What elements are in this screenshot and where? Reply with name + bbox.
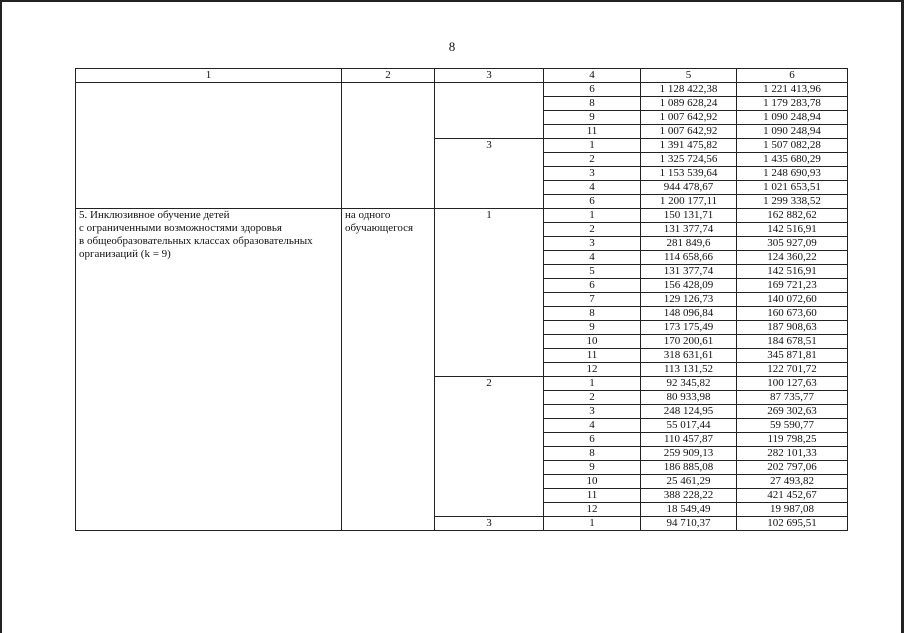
unit-cell-continued	[342, 83, 435, 209]
value-col6-cell: 202 797,06	[737, 461, 848, 475]
value-col6-cell: 1 248 690,93	[737, 167, 848, 181]
header-row	[76, 69, 848, 83]
subgroup-cell: 11	[544, 125, 641, 139]
value-col6-cell: 187 908,63	[737, 321, 848, 335]
value-col5-cell: 248 124,95	[641, 405, 737, 419]
value-col6-cell: 124 360,22	[737, 251, 848, 265]
value-col6-cell: 1 179 283,78	[737, 97, 848, 111]
value-col5-cell: 259 909,13	[641, 447, 737, 461]
value-col6-cell: 27 493,82	[737, 475, 848, 489]
value-col6-cell: 421 452,67	[737, 489, 848, 503]
subgroup-cell: 9	[544, 461, 641, 475]
value-col5-cell: 1 325 724,56	[641, 153, 737, 167]
value-col6-cell: 1 435 680,29	[737, 153, 848, 167]
unit-cell	[342, 209, 435, 531]
value-col5-cell: 173 175,49	[641, 321, 737, 335]
value-col5-cell: 113 131,52	[641, 363, 737, 377]
page-border-left	[0, 0, 2, 633]
value-col5-cell: 131 377,74	[641, 223, 737, 237]
group-number-cell: 2	[435, 377, 544, 517]
subgroup-cell: 9	[544, 321, 641, 335]
page-number: 8	[448, 39, 456, 54]
column-number-3: 3	[435, 69, 544, 83]
subgroup-cell: 8	[544, 97, 641, 111]
value-col5-cell: 944 478,67	[641, 181, 737, 195]
subgroup-cell: 4	[544, 181, 641, 195]
column-number-2: 2	[342, 69, 435, 83]
subgroup-cell: 11	[544, 349, 641, 363]
value-col6-cell: 1 221 413,96	[737, 83, 848, 97]
value-col6-cell: 87 735,77	[737, 391, 848, 405]
subgroup-cell: 1	[544, 209, 641, 223]
value-col5-cell: 129 126,73	[641, 293, 737, 307]
subgroup-cell: 12	[544, 363, 641, 377]
value-col6-cell: 169 721,23	[737, 279, 848, 293]
subgroup-cell: 2	[544, 223, 641, 237]
value-col6-cell: 142 516,91	[737, 265, 848, 279]
value-col5-cell: 1 153 539,64	[641, 167, 737, 181]
subgroup-cell: 10	[544, 475, 641, 489]
value-col5-cell: 1 007 642,92	[641, 125, 737, 139]
subgroup-cell: 3	[544, 237, 641, 251]
subgroup-cell: 2	[544, 391, 641, 405]
value-col6-cell: 59 590,77	[737, 419, 848, 433]
column-number-6: 6	[737, 69, 848, 83]
value-col5-cell: 388 228,22	[641, 489, 737, 503]
value-col5-cell: 1 200 177,11	[641, 195, 737, 209]
value-col6-cell: 160 673,60	[737, 307, 848, 321]
value-col6-cell: 122 701,72	[737, 363, 848, 377]
text-line: в общеобразовательных классах образовательных	[79, 235, 313, 247]
tariff-table	[75, 68, 848, 531]
value-col5-cell: 55 017,44	[641, 419, 737, 433]
value-col5-cell: 131 377,74	[641, 265, 737, 279]
text-line: обучающегося	[345, 222, 414, 234]
service-name-cell	[76, 209, 342, 531]
value-col5-cell: 1 391 475,82	[641, 139, 737, 153]
subgroup-cell: 2	[544, 153, 641, 167]
subgroup-cell: 6	[544, 195, 641, 209]
subgroup-cell: 6	[544, 83, 641, 97]
group-number-cell: 1	[435, 209, 544, 377]
value-col5-cell: 1 128 422,38	[641, 83, 737, 97]
subgroup-cell: 12	[544, 503, 641, 517]
text-line: 5. Инклюзивное обучение детей	[79, 209, 230, 221]
value-col6-cell: 1 299 338,52	[737, 195, 848, 209]
subgroup-cell: 9	[544, 111, 641, 125]
value-col5-cell: 25 461,29	[641, 475, 737, 489]
value-col5-cell: 148 096,84	[641, 307, 737, 321]
value-col6-cell: 282 101,33	[737, 447, 848, 461]
value-col5-cell: 186 885,08	[641, 461, 737, 475]
value-col6-cell: 345 871,81	[737, 349, 848, 363]
subgroup-cell: 1	[544, 139, 641, 153]
value-col5-cell: 18 549,49	[641, 503, 737, 517]
subgroup-cell: 10	[544, 335, 641, 349]
value-col6-cell: 1 507 082,28	[737, 139, 848, 153]
subgroup-cell: 6	[544, 433, 641, 447]
value-col6-cell: 102 695,51	[737, 517, 848, 531]
value-col6-cell: 100 127,63	[737, 377, 848, 391]
table-row	[76, 83, 848, 97]
text-line: на одного	[345, 209, 391, 221]
subgroup-cell: 1	[544, 517, 641, 531]
subgroup-cell: 11	[544, 489, 641, 503]
value-col6-cell: 305 927,09	[737, 237, 848, 251]
page-border-top	[0, 0, 904, 2]
value-col5-cell: 114 658,66	[641, 251, 737, 265]
value-col6-cell: 184 678,51	[737, 335, 848, 349]
table-row	[76, 209, 848, 223]
value-col5-cell: 110 457,87	[641, 433, 737, 447]
service-cell-continued	[76, 83, 342, 209]
value-col5-cell: 281 849,6	[641, 237, 737, 251]
group-number-cell: 3	[435, 139, 544, 209]
subgroup-cell: 8	[544, 307, 641, 321]
subgroup-cell: 5	[544, 265, 641, 279]
group-number-cell: 3	[435, 517, 544, 531]
column-number-5: 5	[641, 69, 737, 83]
value-col6-cell: 1 090 248,94	[737, 125, 848, 139]
subgroup-cell: 8	[544, 447, 641, 461]
value-col6-cell: 119 798,25	[737, 433, 848, 447]
column-number-4: 4	[544, 69, 641, 83]
value-col5-cell: 156 428,09	[641, 279, 737, 293]
text-line: организаций (k = 9)	[79, 248, 171, 260]
value-col6-cell: 140 072,60	[737, 293, 848, 307]
column-number-1: 1	[76, 69, 342, 83]
value-col6-cell: 162 882,62	[737, 209, 848, 223]
value-col5-cell: 92 345,82	[641, 377, 737, 391]
subgroup-cell: 1	[544, 377, 641, 391]
subgroup-cell: 4	[544, 251, 641, 265]
value-col5-cell: 1 007 642,92	[641, 111, 737, 125]
subgroup-cell: 3	[544, 167, 641, 181]
group-cell-continued	[435, 83, 544, 139]
value-col5-cell: 1 089 628,24	[641, 97, 737, 111]
text-line: с ограниченными возможностями здоровья	[79, 222, 282, 234]
value-col6-cell: 269 302,63	[737, 405, 848, 419]
value-col5-cell: 318 631,61	[641, 349, 737, 363]
value-col5-cell: 170 200,61	[641, 335, 737, 349]
value-col6-cell: 1 090 248,94	[737, 111, 848, 125]
subgroup-cell: 4	[544, 419, 641, 433]
value-col5-cell: 94 710,37	[641, 517, 737, 531]
value-col6-cell: 19 987,08	[737, 503, 848, 517]
value-col5-cell: 80 933,98	[641, 391, 737, 405]
subgroup-cell: 3	[544, 405, 641, 419]
subgroup-cell: 6	[544, 279, 641, 293]
value-col5-cell: 150 131,71	[641, 209, 737, 223]
value-col6-cell: 142 516,91	[737, 223, 848, 237]
value-col6-cell: 1 021 653,51	[737, 181, 848, 195]
subgroup-cell: 7	[544, 293, 641, 307]
